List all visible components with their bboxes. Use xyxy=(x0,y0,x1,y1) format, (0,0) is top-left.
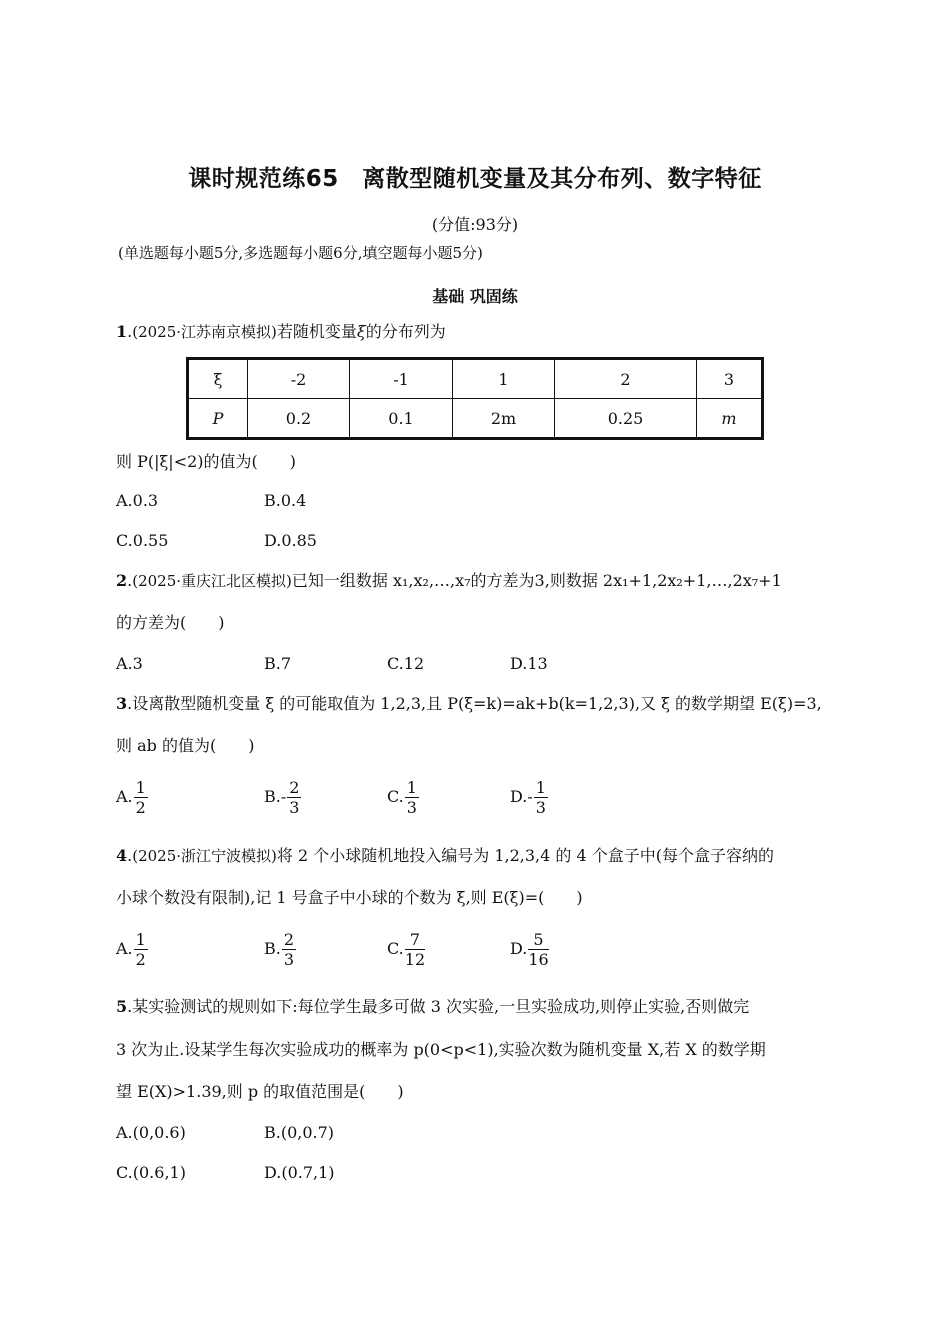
table-cell: 0.2 xyxy=(248,399,350,439)
option-label: A. xyxy=(116,939,133,958)
option-a[interactable] xyxy=(116,778,148,817)
option-sign: - xyxy=(527,787,533,806)
question-text: 小球个数没有限制),记 1 号盒子中小球的个数为 ξ,则 E(ξ)=( ) xyxy=(116,888,583,907)
score-note: (分值:93分) xyxy=(431,215,519,234)
question-source: (2025·江苏南京模拟) xyxy=(132,323,277,341)
numerator: 1 xyxy=(135,930,146,949)
option-b[interactable]: B.0.4 xyxy=(264,491,307,510)
question-1-ask: 则 P(|ξ|<2)的值为( ) xyxy=(116,452,297,471)
option-label: A. xyxy=(116,787,133,806)
question-text: 的分布列为 xyxy=(365,322,446,341)
table-cell: ξ xyxy=(188,359,248,399)
option-label: C. xyxy=(387,939,404,958)
question-number: 4 xyxy=(116,846,128,865)
numerator: 1 xyxy=(135,778,146,797)
table-row xyxy=(188,399,763,439)
denominator: 3 xyxy=(283,950,295,969)
denominator: 3 xyxy=(406,798,417,817)
scoring-rule: (单选题每小题5分,多选题每小题6分,填空题每小题5分) xyxy=(118,244,483,262)
option-a[interactable] xyxy=(116,930,148,969)
fraction xyxy=(287,778,301,817)
numerator: 1 xyxy=(535,778,546,797)
fraction xyxy=(405,778,419,817)
question-text: 将 2 个小球随机地投入编号为 1,2,3,4 的 4 个盒子中(每个盒子容纳的 xyxy=(276,846,774,865)
question-number: 2 xyxy=(116,571,128,590)
table-cell: m xyxy=(697,399,763,439)
page-title: 课时规范练65 离散型随机变量及其分布列、数字特征 xyxy=(188,166,762,192)
question-source: (2025·重庆江北区模拟) xyxy=(132,572,292,590)
table-cell: 2 xyxy=(555,359,697,399)
option-label: D. xyxy=(510,787,528,806)
fraction xyxy=(405,930,425,969)
denominator: 12 xyxy=(404,950,426,969)
numerator: 2 xyxy=(283,930,295,949)
option-label: C. xyxy=(387,787,404,806)
table-cell: 0.1 xyxy=(350,399,453,439)
table-cell: 1 xyxy=(453,359,555,399)
question-source: (2025·浙江宁波模拟) xyxy=(132,847,277,865)
table-cell: 3 xyxy=(697,359,763,399)
numerator: 5 xyxy=(528,930,548,950)
option-c[interactable]: C.(0.6,1) xyxy=(116,1163,186,1182)
question-2-stem: 2.(2025·重庆江北区模拟)已知一组数据 x₁,x₂,…,x₇的方差为3,则数据 2x₁+1,2x₂+1,…,2x₇+1 xyxy=(116,571,782,590)
fraction xyxy=(282,930,296,969)
option-c[interactable]: C.12 xyxy=(387,654,425,673)
table-row xyxy=(188,359,763,399)
option-c[interactable] xyxy=(387,930,425,969)
numerator: 2 xyxy=(289,778,300,797)
option-label: B. xyxy=(264,939,281,958)
question-text: 设离散型随机变量 ξ 的可能取值为 1,2,3,且 P(ξ=k)=ak+b(k=1,2,3),又 ξ 的数学期望 E(ξ)=3, xyxy=(132,694,822,713)
fraction xyxy=(528,930,548,969)
denominator: 3 xyxy=(289,798,300,817)
option-b[interactable]: B.(0,0.7) xyxy=(264,1123,335,1142)
question-text: 望 E(X)>1.39,则 p 的取值范围是( ) xyxy=(116,1082,404,1101)
option-d[interactable] xyxy=(510,778,548,817)
fraction xyxy=(134,778,148,817)
option-a[interactable]: A.0.3 xyxy=(116,491,159,510)
question-text: 3 次为止.设某学生每次实验成功的概率为 p(0<p<1),实验次数为随机变量 X,若 X 的数学期 xyxy=(116,1040,766,1059)
fraction xyxy=(134,930,148,969)
question-text: 的方差为( ) xyxy=(116,613,225,632)
option-d[interactable]: D.0.85 xyxy=(264,531,317,550)
question-1-stem: 1.(2025·江苏南京模拟)若随机变量ξ的分布列为 xyxy=(116,322,446,341)
question-number: 1 xyxy=(116,322,128,341)
option-b[interactable] xyxy=(264,778,301,817)
variable-xi: ξ xyxy=(356,322,366,341)
question-text: 则 ab 的值为( ) xyxy=(116,736,255,755)
option-d[interactable] xyxy=(510,930,549,969)
section-heading: 基础 巩固练 xyxy=(432,287,518,306)
option-sign: - xyxy=(280,787,287,806)
option-a[interactable]: A.3 xyxy=(116,654,143,673)
option-label: B. xyxy=(264,787,281,806)
option-label: D. xyxy=(510,939,528,958)
table-cell: -1 xyxy=(350,359,453,399)
option-c[interactable] xyxy=(387,778,419,817)
table-cell: 2m xyxy=(453,399,555,439)
option-b[interactable] xyxy=(264,930,296,969)
question-3-stem: 3.设离散型随机变量 ξ 的可能取值为 1,2,3,且 P(ξ=k)=ak+b(k=1,2,3),又 ξ 的数学期望 E(ξ)=3, xyxy=(116,694,822,713)
question-number: 5 xyxy=(116,997,128,1016)
option-b[interactable]: B.7 xyxy=(264,654,292,673)
denominator: 3 xyxy=(535,798,546,817)
question-text: 某实验测试的规则如下:每位学生最多可做 3 次实验,一旦实验成功,则停止实验,否则做完 xyxy=(132,997,750,1016)
table-cell: P xyxy=(188,399,248,439)
option-d[interactable]: D.13 xyxy=(510,654,548,673)
question-text: 已知一组数据 x₁,x₂,…,x₇的方差为3,则数据 2x₁+1,2x₂+1,…,2x₇+1 xyxy=(291,571,782,590)
table-cell: -2 xyxy=(248,359,350,399)
distribution-table xyxy=(186,357,764,440)
fraction xyxy=(534,778,548,817)
numerator: 7 xyxy=(405,930,425,950)
denominator: 16 xyxy=(528,950,549,969)
numerator: 1 xyxy=(406,778,417,797)
option-d[interactable]: D.(0.7,1) xyxy=(264,1163,335,1182)
question-number: 3 xyxy=(116,694,128,713)
denominator: 2 xyxy=(135,950,146,969)
denominator: 2 xyxy=(135,798,146,817)
question-text: 若随机变量 xyxy=(276,322,357,341)
question-5-stem: 5.某实验测试的规则如下:每位学生最多可做 3 次实验,一旦实验成功,则停止实验,否则做完 xyxy=(116,997,750,1016)
option-a[interactable]: A.(0,0.6) xyxy=(116,1123,186,1142)
question-4-stem: 4.(2025·浙江宁波模拟)将 2 个小球随机地投入编号为 1,2,3,4 的 4 个盒子中(每个盒子容纳的 xyxy=(116,846,774,865)
option-c[interactable]: C.0.55 xyxy=(116,531,169,550)
table-cell: 0.25 xyxy=(555,399,697,439)
